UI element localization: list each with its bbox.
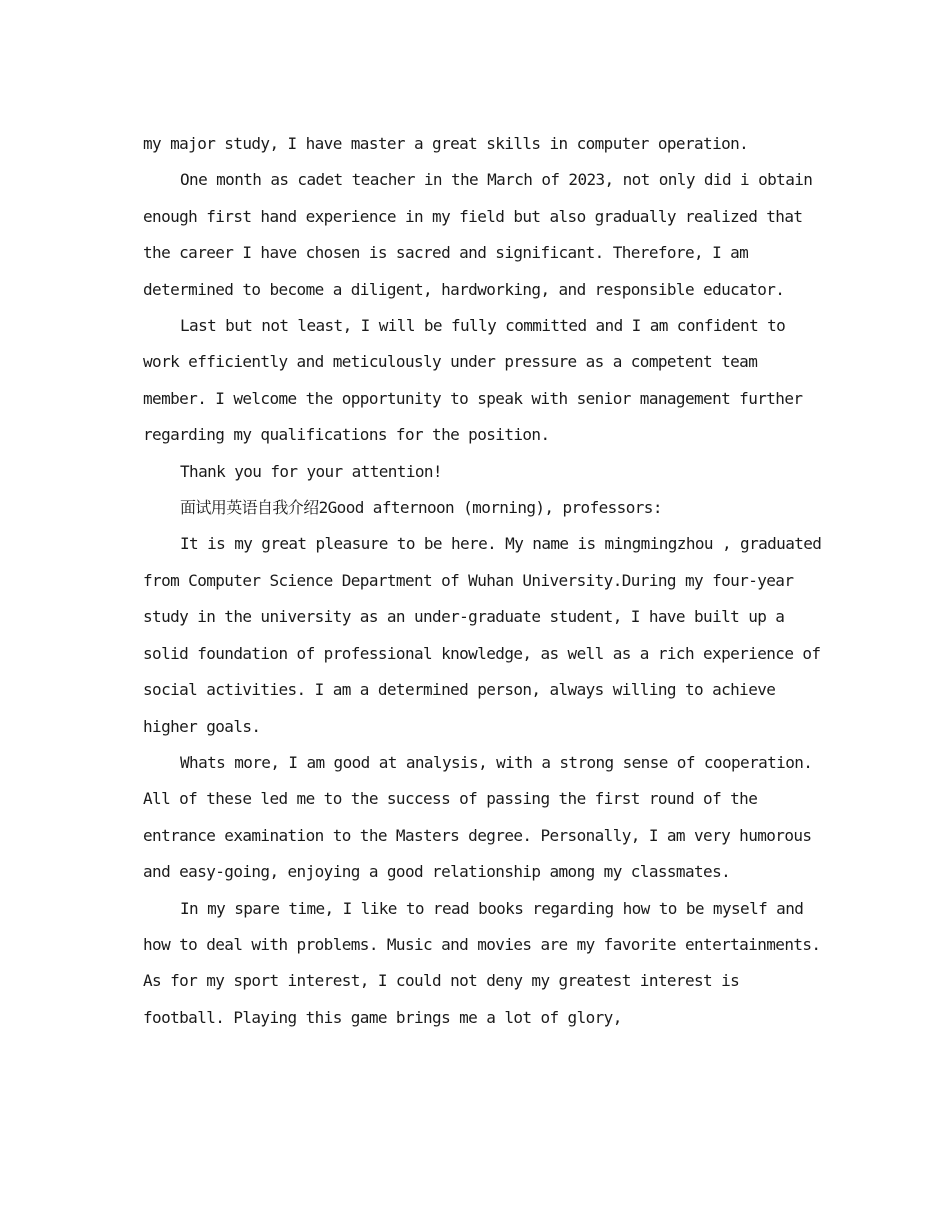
paragraph-4: Thank you for your attention! [180, 461, 442, 481]
paragraph-2: One month as cadet teacher in the March of 2023, not only did i obtain enough first hand experience in my field but also gradually realized that the career I have chosen is sacred and significant. Therefore, I am determined to become a diligent, hardworking, and responsible educator. [143, 170, 813, 299]
section-heading-paragraph: 面试用英语自我介绍2Good afternoon (morning), professors: [180, 498, 662, 518]
paragraph-1: my major study, I have master a great skills in computer operation. [143, 134, 749, 153]
paragraph-6: It is my great pleasure to be here. My name is mingmingzhou , graduated from Computer Science Department of Wuhan University.During my four-year study in the university as an under-graduate student, I have built up a solid foundation of professional knowledge, as well as a rich experience of social activities. I am a determined person, always willing to achieve higher goals. [143, 534, 822, 736]
paragraph-8: In my spare time, I like to read books regarding how to be myself and how to deal with problems. Music and movies are my favorite entertainments. As for my sport interest, I could not deny my greatest interest is football. Playing this game brings me a lot of glory, [143, 898, 821, 1027]
paragraph-7: Whats more, I am good at analysis, with a strong sense of cooperation. All of these led me to the success of passing the first round of the entrance examination to the Masters degree. Personally, I am very humorous and easy-going, enjoying a good relationship among my classmates. [143, 752, 813, 882]
document-body [143, 126, 823, 1036]
paragraph-3: Last but not least, I will be fully committed and I am confident to work efficiently and meticulously under pressure as a competent team member. I welcome the opportunity to speak with senior management further regarding my qualifications for the position. [143, 316, 803, 445]
